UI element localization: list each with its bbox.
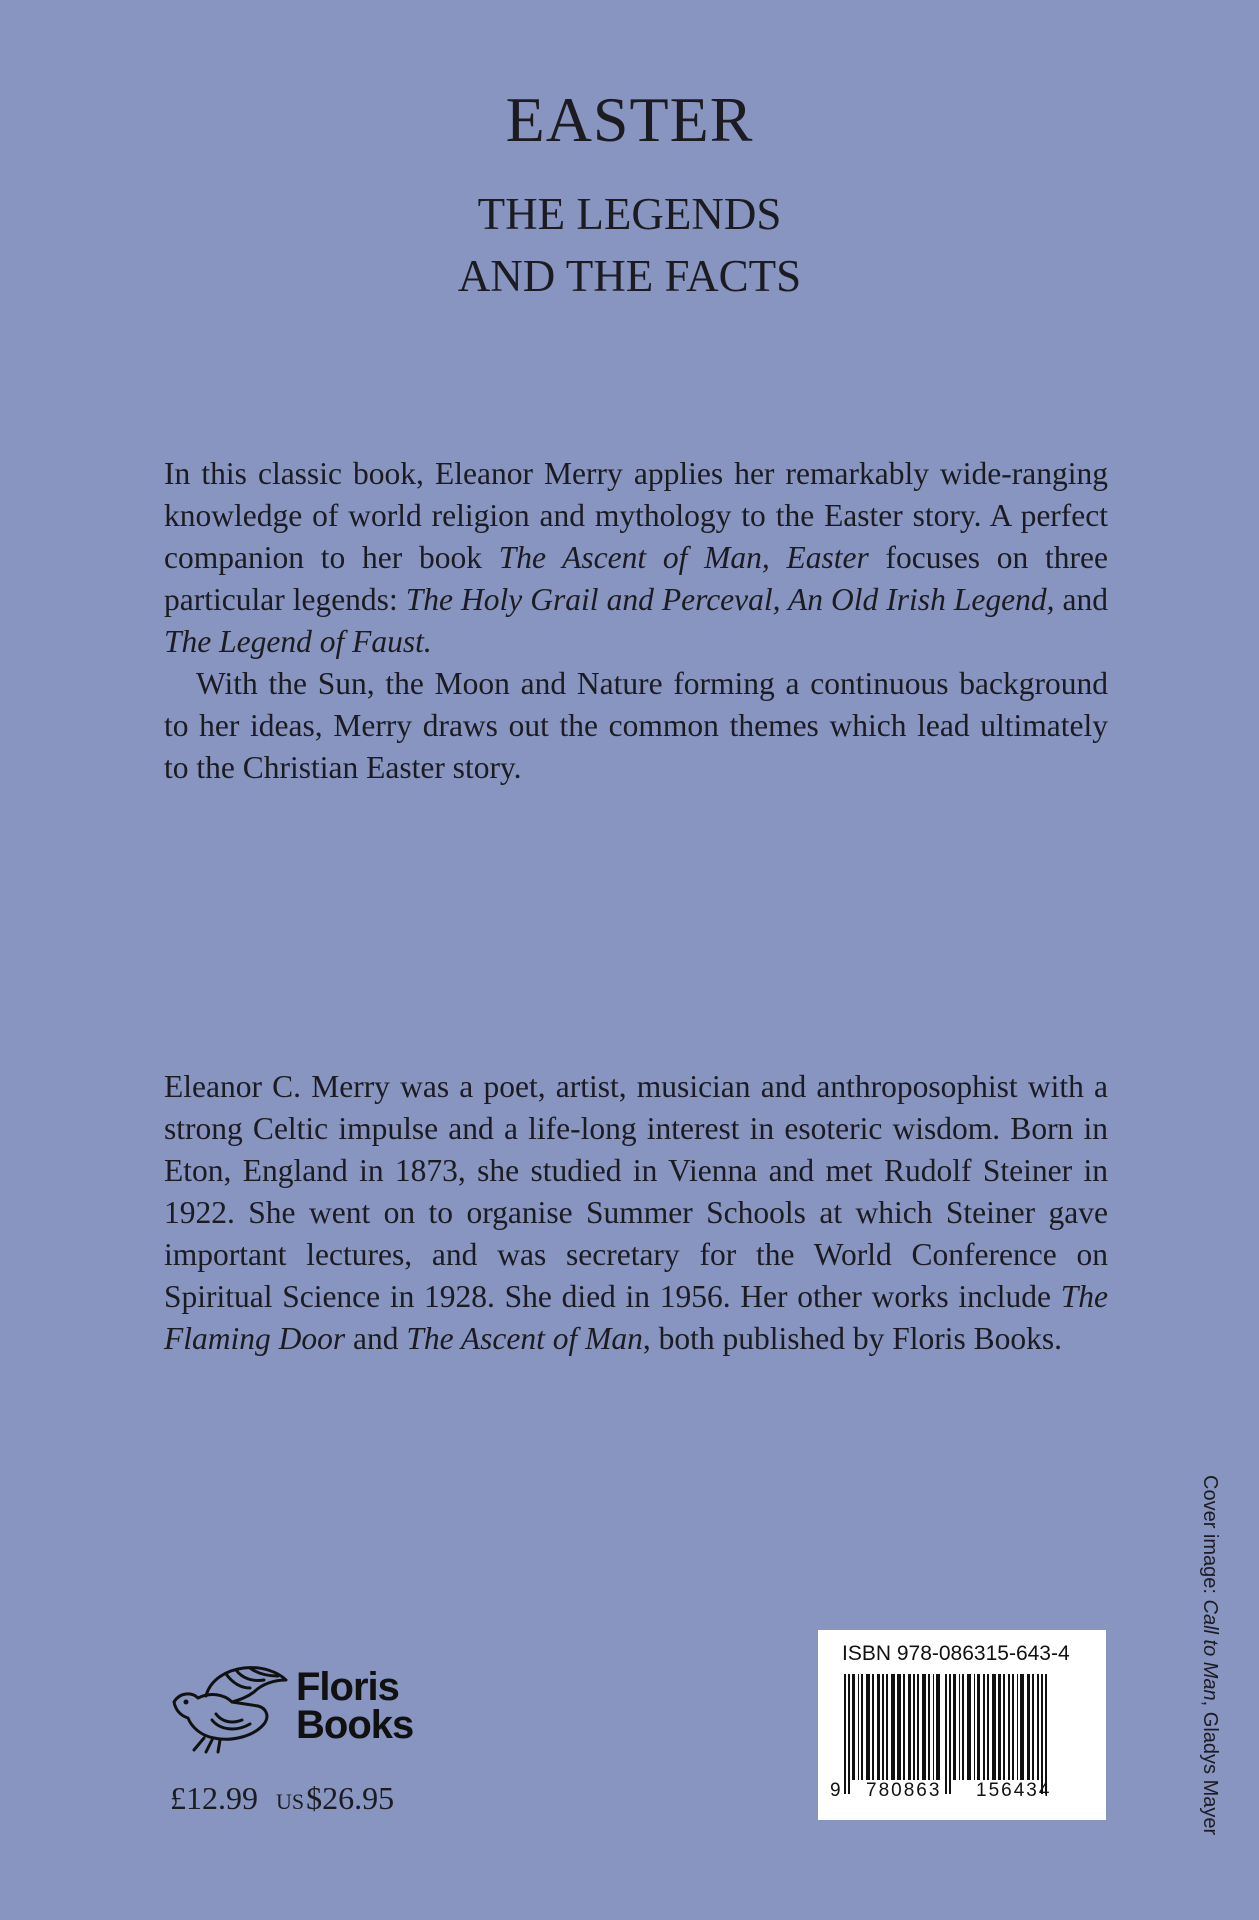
publisher-name — [296, 1665, 414, 1747]
subtitle-line-2: AND THE FACTS — [457, 251, 802, 301]
barcode-bar — [861, 1674, 863, 1780]
barcode-bar — [882, 1674, 884, 1780]
barcode-bar — [992, 1674, 996, 1780]
barcode-bar — [903, 1674, 905, 1780]
barcode-bar — [959, 1674, 960, 1780]
barcode-bar — [949, 1674, 951, 1794]
barcode-bar — [933, 1674, 934, 1780]
barcode-bar — [1027, 1674, 1030, 1780]
price-usd: $26.95 — [306, 1780, 395, 1816]
barcode-bar — [974, 1674, 975, 1780]
bio-run-0: Eleanor C. Merry was a poet, artist, musician and anthroposophist with a strong Celtic impulse and a life-long interest in esoteric wisdom. Born in Eton, England in 1873, she studied in Vienna and met Rudolf Steiner in 1922. She went on to organise Summer Schools at which Steiner gave important lectures, and was secretary for the World Conference on Spiritual Science in 1928. She died in 1956. Her other works include — [164, 1069, 1108, 1314]
barcode-bar — [987, 1674, 989, 1780]
isbn-label: ISBN 978-086315-643-4 — [842, 1642, 1070, 1665]
barcode-bar — [1037, 1674, 1039, 1780]
barcode-bar — [917, 1674, 919, 1780]
barcode-bar — [998, 1674, 1001, 1780]
author-bio — [164, 1066, 1108, 1360]
barcode-digit-lead: 9 — [830, 1780, 841, 1801]
barcode-digits-group-2: 156434 — [976, 1780, 1052, 1801]
barcode-bar — [928, 1674, 930, 1780]
blurb-p1-run-1: The Ascent of Man, Easter — [498, 540, 869, 575]
blurb-paragraph-1 — [164, 453, 1108, 663]
blurb-p1-run-4: and — [1054, 582, 1108, 617]
credit-prefix: Cover image: — [1199, 1475, 1221, 1600]
price-us-label: US — [276, 1789, 305, 1814]
book-subtitle — [0, 183, 1259, 307]
barcode-bar — [872, 1674, 874, 1780]
barcode-bar — [953, 1674, 956, 1780]
barcode-bar — [848, 1674, 850, 1794]
barcode-bar — [922, 1674, 926, 1780]
blurb-p1-run-5: The Legend of Faust. — [164, 624, 432, 659]
barcode-bar — [983, 1674, 985, 1780]
blurb-p1-run-0: In this classic book, Eleanor Merry applies her remarkably wide-ranging knowledge of world religion and mythology to the Easter story. A perfect companion to her book — [164, 456, 1108, 575]
book-blurb — [164, 453, 1108, 789]
barcode-bar — [1041, 1674, 1043, 1794]
publisher-name-line-2: Books — [296, 1703, 414, 1747]
credit-suffix: , Gladys Mayer — [1199, 1700, 1221, 1836]
barcode-bar — [844, 1674, 846, 1794]
barcode-bar — [913, 1674, 915, 1780]
barcode-bar — [1032, 1674, 1034, 1780]
price — [170, 1778, 394, 1822]
barcode-bar — [936, 1674, 940, 1780]
barcode-bar — [1008, 1674, 1010, 1780]
publisher-name-line-1: Floris — [296, 1665, 399, 1709]
barcode-bar — [891, 1674, 895, 1780]
price-gbp: £12.99 — [170, 1780, 258, 1816]
blurb-p1-run-2: focuses on three particular legends: — [164, 540, 1108, 617]
blurb-paragraph-2: With the Sun, the Moon and Nature forming a continuous background to her ideas, Merry draws out the common themes which lead ultimately to the Christian Easter story. — [164, 666, 1108, 785]
barcode-bars — [818, 1630, 1106, 1820]
barcode-bar — [945, 1674, 947, 1794]
book-title: EASTER — [505, 84, 754, 155]
barcode-bar — [967, 1674, 971, 1780]
barcode-bar — [1012, 1674, 1014, 1780]
barcode-bar — [1045, 1674, 1047, 1794]
barcode-bar — [1020, 1674, 1024, 1780]
cover-image-credit — [1198, 1475, 1221, 1835]
barcode-bar — [866, 1674, 870, 1780]
barcode-bar — [886, 1674, 888, 1780]
barcode-bar — [962, 1674, 964, 1780]
barcode-bar — [1003, 1674, 1005, 1780]
barcode — [818, 1630, 1106, 1820]
barcode-bar — [977, 1674, 980, 1780]
barcode-bar — [858, 1674, 859, 1780]
barcode-bar — [852, 1674, 855, 1780]
bio-run-3: The Ascent of Man — [406, 1321, 643, 1356]
bio-run-2: and — [345, 1321, 407, 1356]
author-bio-paragraph — [164, 1066, 1108, 1360]
credit-work: Call to Man — [1199, 1599, 1221, 1701]
barcode-bar — [908, 1674, 911, 1780]
barcode-digits-group-1: 780863 — [866, 1780, 942, 1801]
bio-run-1: The Flaming Door — [164, 1279, 1108, 1356]
barcode-bar — [1017, 1674, 1018, 1780]
barcode-bar — [877, 1674, 880, 1780]
bio-run-4: , both published by Floris Books. — [642, 1321, 1063, 1356]
bird-icon — [166, 1662, 296, 1754]
blurb-p1-run-3: The Holy Grail and Perceval, An Old Irish Legend, — [405, 582, 1055, 617]
barcode-bar — [897, 1674, 901, 1780]
subtitle-line-1: THE LEGENDS — [477, 189, 782, 239]
publisher-logo — [166, 1662, 426, 1754]
